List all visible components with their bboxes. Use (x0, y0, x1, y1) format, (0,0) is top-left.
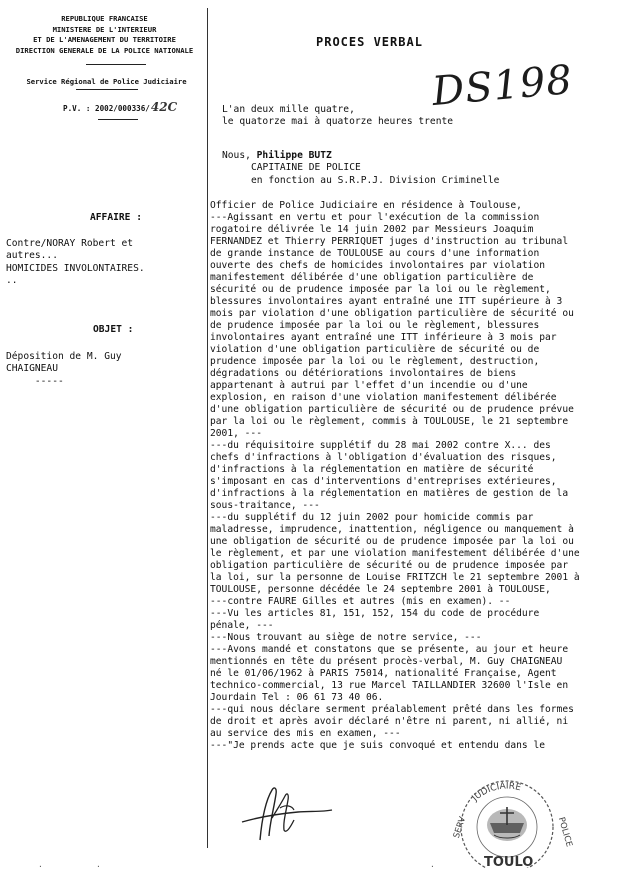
stamp-top-text: JUDICIAIRE (470, 781, 522, 804)
body-line: la loi, sur la personne de Louise FRITZCH le 21 septembre 2001 à (210, 572, 580, 583)
date-block (222, 104, 453, 129)
body-line: technico-commercial, 13 rue Marcel TAILLANDIER 32600 l'Isle en (210, 680, 569, 691)
body-line: ---Avons mandé et constatons que se présente, au jour et heure (210, 644, 569, 655)
body-line: une obligation de sécurité ou de prudence imposée par la loi ou (210, 536, 574, 547)
body-line: ---du réquisitoire supplétif du 28 mai 2002 contre X... des (210, 440, 551, 451)
service-name: Service Régional de Police Judiciaire (26, 77, 187, 86)
body-line: ---contre FAURE Gilles et autres (mis en examen). -- (210, 596, 511, 607)
body-line: TOULOUSE, personne décédée le 24 septembre 2001 à TOULOUSE, (210, 584, 551, 595)
scan-mark: · (96, 862, 101, 871)
body-line: de droit et après avoir déclaré n'être ni parent, ni allié, ni (210, 716, 569, 727)
body-line: pénale, --- (210, 620, 274, 631)
pv-number (63, 100, 177, 114)
handwritten-reference: DS198 (430, 56, 575, 116)
officer-name: Philippe BUTZ (256, 150, 332, 161)
body-line: blessures involontaires ayant entraîné une ITT supérieure à 3 (210, 296, 563, 307)
body-line: ---Agissant en vertu et pour l'exécution de la commission (210, 212, 540, 223)
divider (98, 119, 138, 120)
document-title: PROCES VERBAL (316, 35, 423, 49)
affaire-line: .. (6, 274, 18, 286)
body-line: appartenant à autrui par l'effet d'un incendie ou d'une (210, 380, 528, 391)
body-line: d'une obligation particulière de sécurité ou de prudence prévue (210, 404, 574, 415)
header-line: MINISTERE DE L'INTERIEUR (52, 24, 157, 34)
body-line: chefs d'infractions à l'obligation d'évaluation des risques, (210, 452, 557, 463)
stamp-left-text: SERV (451, 815, 469, 840)
body-line: involontaires ayant entraîné une ITT inférieure à 3 mois par (210, 332, 557, 343)
stamp-bottom-text: TOULO (484, 855, 534, 868)
body-line: 2001, --- (210, 428, 262, 439)
header-line: DIRECTION GENERALE DE LA POLICE NATIONALE (15, 45, 194, 55)
officer-rank: CAPITAINE DE POLICE (251, 162, 361, 174)
body-line: dégradations ou détériorations involontaires de biens (210, 368, 517, 379)
officer-block (222, 150, 499, 187)
officer-signature (236, 778, 356, 848)
body-line: sous-traitance, --- (210, 500, 320, 511)
body-line: rogatoire délivrée le 14 juin 2002 par Messieurs Joaquim (210, 224, 534, 235)
body-line: prudence imposée par la loi ou le règlement, destruction, (210, 356, 540, 367)
body-line: sécurité ou de prudence imposée par la loi ou le règlement, (210, 284, 551, 295)
divider (76, 89, 138, 90)
body-line: mois par violation d'une obligation particulière de sécurité ou (210, 308, 574, 319)
body-line: manifestement délibérée d'une obligation particulière de (210, 272, 534, 283)
affaire-line: HOMICIDES INVOLONTAIRES. (6, 262, 145, 274)
pv-number-handwritten: 42C (150, 100, 178, 114)
body-line: Jourdain Tel : 06 61 73 40 06. (210, 692, 384, 703)
header-line: ET DE L'AMENAGEMENT DU TERRITOIRE (33, 35, 176, 44)
objet-line: CHAIGNEAU (6, 363, 58, 375)
margin-line (207, 8, 208, 848)
body-line: de grande instance de TOULOUSE au cours d'une information (210, 248, 540, 259)
pv-number-typed: P.V. : 2002/000336/ (63, 104, 150, 113)
body-line: maladresse, imprudence, inattention, négligence ou manquement à (210, 524, 574, 535)
body-line: ---qui nous déclare serment préalablement prêté dans les formes (210, 704, 574, 715)
stamp-right-text: POLICE (555, 816, 574, 849)
affaire-line: Contre/NORAY Robert et (6, 238, 134, 249)
body-line: Officier de Police Judiciaire en résidence à Toulouse, (210, 200, 522, 211)
police-stamp (440, 763, 575, 868)
affaire-details (6, 238, 145, 287)
body-line: de prudence imposée par la loi ou le règlement, blessures (210, 320, 540, 331)
ministry-header (2, 14, 207, 56)
stamp-emblem (487, 807, 527, 841)
scan-mark: · (430, 862, 435, 871)
affaire-heading: AFFAIRE : (90, 212, 142, 223)
body-line: mentionnés en tête du présent procès-verbal, M. Guy CHAIGNEAU (210, 656, 563, 667)
officer-assignment: en fonction au S.R.P.J. Division Criminelle (251, 174, 500, 186)
body-line: ---Nous trouvant au siège de notre service, --- (210, 632, 482, 643)
objet-line: Déposition de M. Guy (6, 351, 122, 362)
objet-heading: OBJET : (93, 324, 134, 335)
body-line: obligation particulière de sécurité ou de prudence imposée par (210, 560, 569, 571)
body-line: le règlement, et par une violation manifestement délibérée d'une (210, 548, 580, 559)
date-line: le quatorze mai à quatorze heures trente (222, 116, 454, 128)
body-line: ---Vu les articles 81, 151, 152, 154 du code de procédure (210, 608, 540, 619)
divider (86, 64, 146, 65)
affaire-line: autres... (6, 250, 58, 262)
objet-details (6, 351, 122, 388)
officer-line (222, 150, 499, 162)
body-line: s'imposant en cas d'interventions d'entreprises extérieures, (210, 476, 557, 487)
officer-prefix: Nous, (222, 150, 257, 161)
body-line: ---"Je prends acte que je suis convoqué et entendu dans le (210, 740, 546, 751)
header-line: REPUBLIQUE FRANCAISE (61, 14, 148, 23)
objet-line: ----- (6, 375, 64, 387)
body-line: d'infractions à la réglementation en matières de gestion de la (210, 488, 569, 499)
body-line: FERNANDEZ et Thierry PERRIQUET juges d'instruction au tribunal (210, 236, 569, 247)
scan-mark: · (38, 862, 43, 871)
body-line: par la loi ou le règlement, commis à TOULOUSE, le 21 septembre (210, 416, 569, 427)
body-line: d'infractions à la réglementation en matière de sécurité (210, 464, 534, 475)
body-line: né le 01/06/1962 à PARIS 75014, nationalité Française, Agent (210, 668, 557, 679)
body-line: violation d'une obligation particulière de sécurité ou de (210, 344, 540, 355)
body-line: ---du supplétif du 12 juin 2002 pour homicide commis par (210, 512, 534, 523)
body-line: au service des mis en examen, --- (210, 728, 401, 739)
deposition-body (210, 200, 580, 752)
body-line: explosion, en raison d'une violation manifestement délibérée (210, 392, 557, 403)
body-line: ouverte des chefs de homicides involontaires par violation (210, 260, 546, 271)
date-line: L'an deux mille quatre, (222, 104, 355, 115)
